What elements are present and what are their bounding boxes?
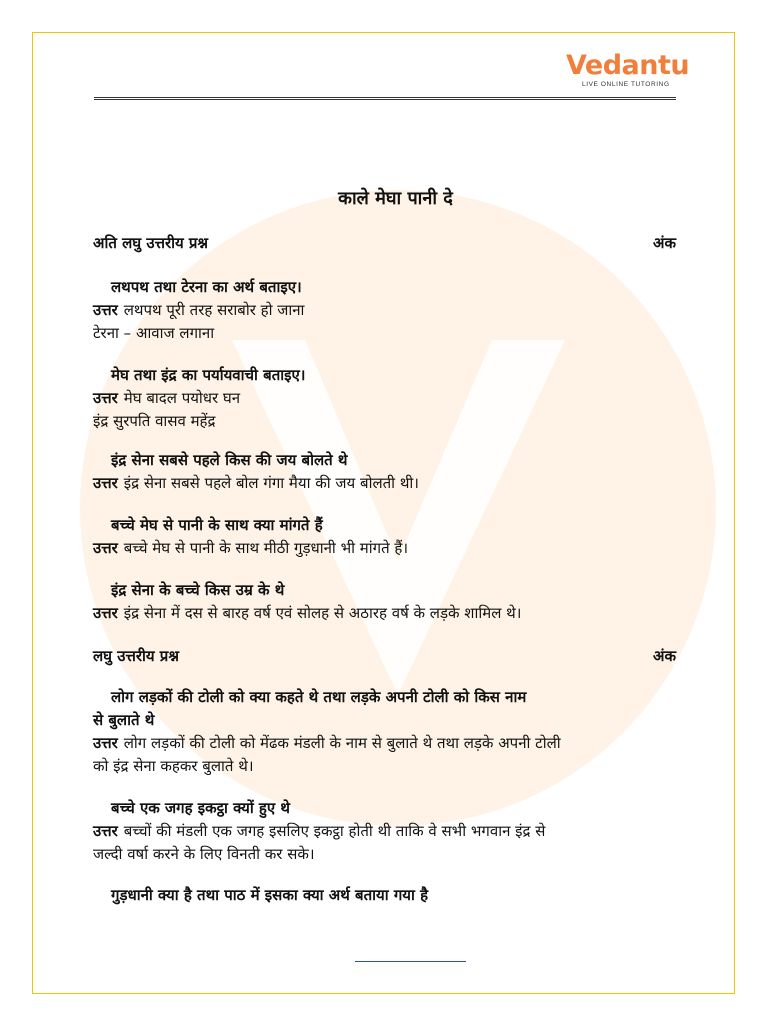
- section-heading-text: लघु उत्तरीय प्रश्न: [93, 647, 179, 665]
- answer-label: उत्तर: [93, 539, 118, 557]
- marks-label: अंक: [653, 234, 676, 252]
- answer-text: इंद्र सुरपति वासव महेंद्र: [93, 412, 216, 430]
- answer-label: उत्तर: [93, 822, 118, 840]
- answer-text: को इंद्र सेना कहकर बुलाते थे।: [93, 757, 254, 775]
- question-text: लथपथ तथा टेरना का अर्थ बताइए।: [111, 278, 302, 296]
- question-block: [93, 276, 688, 345]
- answer-text: बच्चों की मंडली एक जगह इसलिए इकट्ठा होती थी ताकि वे सभी भगवान इंद्र से: [123, 822, 546, 840]
- question-text: लोग लड़कों की टोली को क्या कहते थे तथा लड़के अपनी टोली को किस नाम: [111, 688, 527, 706]
- question-text: बच्चे एक जगह इकट्ठा क्यों हुए थे: [111, 799, 290, 817]
- answer-label: उत्तर: [93, 604, 118, 622]
- answer-text: इंद्र सेना सबसे पहले बोल गंगा मैया की जय बोलती थी।: [123, 474, 419, 492]
- header-rule: [94, 97, 676, 100]
- answer-text: लथपथ पूरी तरह सराबोर हो जाना: [123, 301, 305, 319]
- answer-label: उत्तर: [93, 301, 118, 319]
- brand-name: Vedantu: [566, 50, 690, 81]
- question-text: इंद्र सेना के बच्चे किस उम्र के थे: [111, 581, 285, 599]
- brand-tagline: LIVE ONLINE TUTORING: [582, 81, 670, 88]
- page-title: काले मेघा पानी दे: [338, 188, 453, 209]
- marks-label: अंक: [653, 647, 676, 665]
- answer-line: [93, 602, 688, 625]
- answer-text: जल्दी वर्षा करने के लिए विनती कर सके।: [93, 845, 315, 863]
- answer-line: [93, 732, 688, 755]
- brand-logo: [566, 50, 696, 94]
- section-heading-text: अति लघु उत्तरीय प्रश्न: [93, 234, 209, 252]
- question-block: [93, 364, 688, 433]
- question-block: [93, 449, 688, 495]
- question-block: [93, 514, 688, 560]
- answer-text: मेघ बादल पयोधर घन: [123, 389, 241, 407]
- answer-text: टेरना – आवाज लगाना: [93, 324, 215, 342]
- question-text: गुड़धानी क्या है तथा पाठ में इसका क्या अर्थ बताया गया है: [111, 886, 429, 904]
- question-text: मेघ तथा इंद्र का पर्यायवाची बताइए।: [111, 366, 306, 384]
- answer-label: उत्तर: [93, 389, 118, 407]
- question-text: बच्चे मेघ से पानी के साथ क्या मांगते हैं: [111, 516, 323, 534]
- answer-text: बच्चे मेघ से पानी के साथ मीठी गुड़धानी भी मांगते हैं।: [123, 539, 409, 557]
- answer-line: [93, 387, 688, 410]
- answer-text: इंद्र सेना में दस से बारह वर्ष एवं सोलह से अठारह वर्ष के लड़के शामिल थे।: [123, 604, 522, 622]
- question-text: इंद्र सेना सबसे पहले किस की जय बोलते थे: [111, 451, 348, 469]
- question-block: [93, 686, 688, 778]
- footer-link-rule: [355, 961, 466, 962]
- section-heading-very-short: [93, 233, 676, 253]
- section-heading-short: [93, 646, 676, 666]
- question-text: से बुलाते थे: [93, 711, 155, 729]
- answer-line: [93, 820, 688, 843]
- answer-text: लोग लड़कों की टोली को मेंढक मंडली के नाम से बुलाते थे तथा लड़के अपनी टोली: [123, 734, 561, 752]
- question-block: [93, 797, 688, 866]
- answer-label: उत्तर: [93, 734, 118, 752]
- answer-line: [93, 537, 688, 560]
- question-block: [93, 579, 688, 625]
- answer-line: [93, 472, 688, 495]
- answer-line: [93, 299, 688, 322]
- question-block: [93, 884, 688, 907]
- answer-label: उत्तर: [93, 474, 118, 492]
